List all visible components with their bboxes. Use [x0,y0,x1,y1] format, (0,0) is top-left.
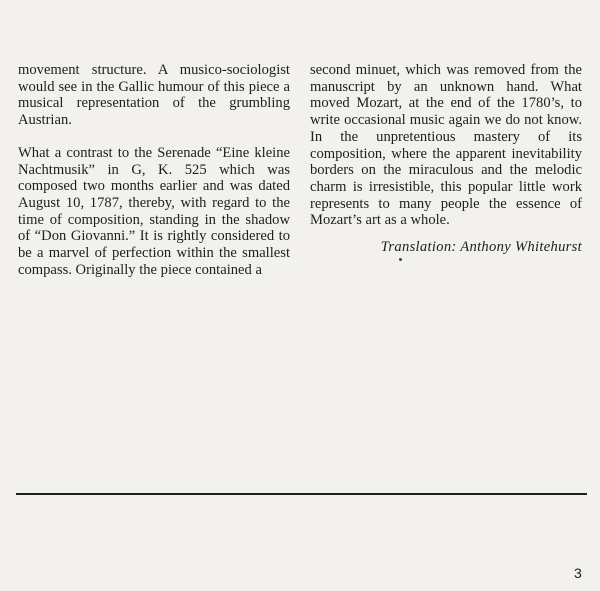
horizontal-rule [16,493,587,495]
decorative-dot [399,258,402,261]
right-text-column [310,62,582,256]
translation-credit: Translation: Anthony Whitehurst [380,239,582,256]
left-paragraph-2: What a contrast to the Serenade “Eine kleine Nachtmusik” in G, K. 525 which was composed two months earlier and was dated August 10, 1787, thereby, with regard to the time of composition, standing in the shadow of “Don Giovanni.” It is rightly considered to be a marvel of perfection within the smallest compass. Originally the piece contained a [18,144,290,278]
right-paragraph-1: second minuet, which was removed from the manuscript by an unknown hand. What moved Mozart, at the end of the 1780’s, to write occasional music again we do not know. In the unpretentious mastery of its composition, where the apparent inevitability borders on the miraculous and the melodic charm is irresistible, this popular little work represents to many people the essence of Mozart’s art as a whole. [310,62,582,229]
left-paragraph-1: movement structure. A musico-sociologist would see in the Gallic humour of this piece a musical representation of the grumbling Austrian. [18,62,290,129]
page-number: 3 [574,565,582,581]
left-text-column [18,62,290,278]
